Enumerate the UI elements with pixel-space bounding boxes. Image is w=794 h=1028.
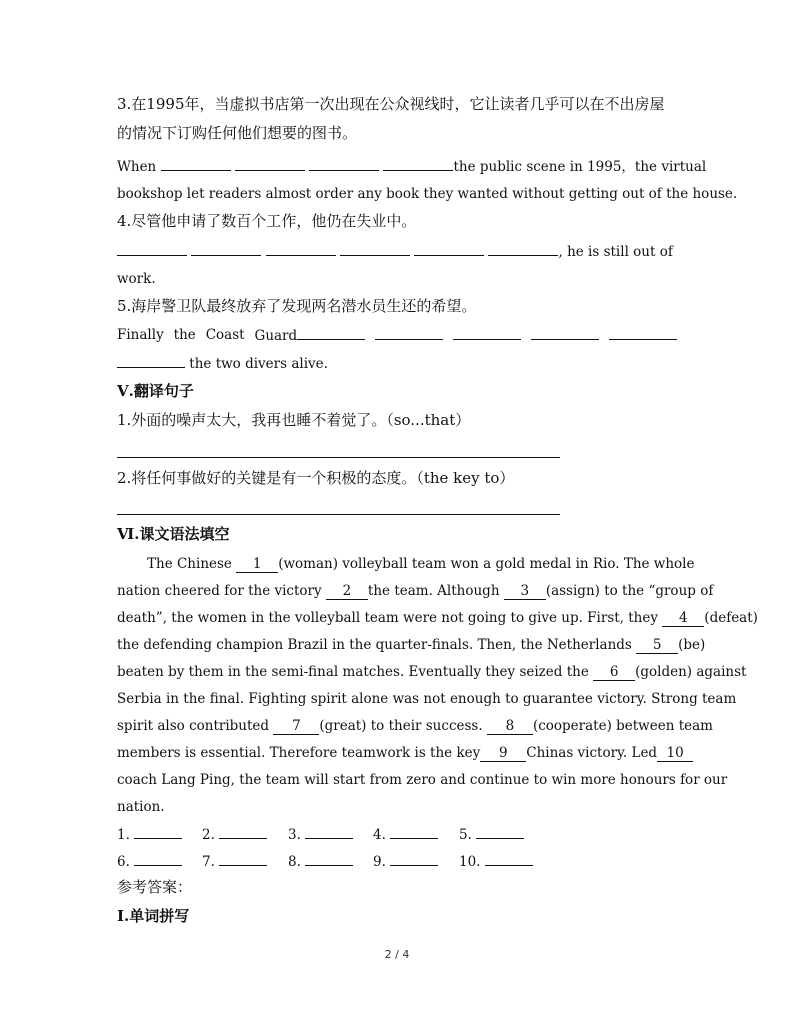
q5-blank-6[interactable] — [117, 353, 185, 368]
q3-chinese-line2: 的情况下订购任何他们想要的图书。 — [117, 124, 358, 142]
section5-q2-answer-line[interactable] — [117, 514, 560, 515]
reference-section1: Ⅰ.单词拼写 — [117, 907, 190, 925]
q3-en-start: When — [117, 159, 157, 175]
answer-item-8 — [288, 851, 353, 872]
q4-english-line1 — [117, 241, 677, 262]
answer-item-3 — [288, 824, 353, 845]
answer-label: 6. — [117, 854, 130, 870]
q3-blank-1[interactable] — [161, 156, 231, 171]
answer-label: 4. — [373, 827, 386, 843]
q5-blank-1[interactable] — [297, 325, 365, 340]
q3-blank-2[interactable] — [235, 156, 305, 171]
q5-word-2: the — [173, 327, 196, 343]
passage-text: beaten by them in the semi-final matches. Eventually they seized the — [117, 664, 594, 680]
q4-chinese: 4.尽管他申请了数百个工作，他仍在失业中。 — [117, 212, 417, 230]
q3-en-end: the public scene in 1995，the virtual — [453, 159, 707, 175]
q5-en-end: the two divers alive. — [189, 356, 328, 372]
passage-line-5 — [117, 662, 747, 682]
passage-blank-5[interactable]: 5 — [636, 637, 678, 654]
passage-blank-1[interactable]: 1 — [236, 556, 278, 573]
answer-blank-1[interactable] — [134, 824, 182, 839]
passage-blank-8[interactable]: 8 — [487, 718, 533, 735]
answer-item-6 — [117, 851, 182, 872]
passage-text: The Chinese — [147, 556, 237, 572]
answer-blank-9[interactable] — [390, 851, 438, 866]
q5-word-3: Coast — [205, 327, 245, 343]
answer-blank-4[interactable] — [390, 824, 438, 839]
q5-blank-4[interactable] — [531, 325, 599, 340]
section6-title: Ⅵ.课文语法填空 — [117, 525, 230, 543]
answer-label: 3. — [288, 827, 301, 843]
page-number: 2 / 4 — [384, 948, 410, 961]
answer-label: 5. — [459, 827, 472, 843]
answer-item-7 — [202, 851, 267, 872]
answer-label: 7. — [202, 854, 215, 870]
q3-chinese-line1: 3.在1995年，当虚拟书店第一次出现在公众视线时，它让读者几乎可以在不出房屋 — [117, 95, 665, 113]
answer-blank-7[interactable] — [219, 851, 267, 866]
passage-text: members is essential. Therefore teamwork is the key — [117, 745, 481, 761]
q4-blank-6[interactable] — [488, 241, 558, 256]
q3-blank-3[interactable] — [309, 156, 379, 171]
answer-blank-5[interactable] — [476, 824, 524, 839]
section5-q1: 1.外面的噪声太大，我再也睡不着觉了。（so...that） — [117, 411, 471, 429]
answer-item-4 — [373, 824, 438, 845]
answer-blank-10[interactable] — [485, 851, 533, 866]
answer-item-2 — [202, 824, 267, 845]
passage-blank-10[interactable]: 10 — [657, 745, 693, 762]
passage-text: the team. Although — [367, 583, 504, 599]
reference-title: 参考答案： — [117, 878, 193, 896]
q5-chinese: 5.海岸警卫队最终放弃了发现两名潜水员生还的希望。 — [117, 297, 477, 315]
passage-blank-2[interactable]: 2 — [326, 583, 368, 600]
q5-english-line1 — [117, 325, 677, 346]
passage-line-10: nation. — [117, 799, 165, 815]
answer-blank-8[interactable] — [305, 851, 353, 866]
section5-q1-answer-line[interactable] — [117, 457, 560, 458]
q3-english-line1 — [117, 156, 707, 177]
q4-english-line2: work. — [117, 271, 156, 287]
section5-title: Ⅴ.翻译句子 — [117, 382, 194, 400]
passage-text: death”, the women in the volleyball team were not going to give up. First, they — [117, 610, 663, 626]
passage-line-7 — [117, 716, 713, 736]
q5-english-line2 — [117, 353, 677, 374]
q4-en-end: , he is still out of — [558, 244, 673, 260]
q4-blank-1[interactable] — [117, 241, 187, 256]
q5-blank-5[interactable] — [609, 325, 677, 340]
passage-text: Chinas victory. Led — [526, 745, 658, 761]
passage-line-2 — [117, 581, 714, 601]
q3-english-line2: bookshop let readers almost order any book they wanted without getting out of the house. — [117, 186, 738, 202]
q4-blank-5[interactable] — [414, 241, 484, 256]
passage-blank-6[interactable]: 6 — [593, 664, 635, 681]
answer-item-9 — [373, 851, 438, 872]
passage-line-4 — [117, 635, 706, 655]
answer-blank-3[interactable] — [305, 824, 353, 839]
passage-blank-3[interactable]: 3 — [504, 583, 546, 600]
passage-blank-4[interactable]: 4 — [662, 610, 704, 627]
passage-line-6: Serbia in the final. Fighting spirit alone was not enough to guarantee victory. Strong team — [117, 691, 737, 707]
passage-text: spirit also contributed — [117, 718, 274, 734]
passage-text: (cooperate) between team — [532, 718, 713, 734]
passage-text: the defending champion Brazil in the quarter-finals. Then, the Netherlands — [117, 637, 637, 653]
passage-text: (be) — [678, 637, 706, 653]
answer-item-1 — [117, 824, 182, 845]
passage-text: nation cheered for the victory — [117, 583, 326, 599]
passage-blank-9[interactable]: 9 — [480, 745, 526, 762]
answer-item-5 — [459, 824, 524, 845]
passage-blank-7[interactable]: 7 — [273, 718, 319, 735]
q4-blank-3[interactable] — [266, 241, 336, 256]
passage-text: (defeat) — [704, 610, 758, 626]
passage-line-3 — [117, 608, 758, 628]
q4-blank-4[interactable] — [340, 241, 410, 256]
q3-blank-4[interactable] — [383, 156, 453, 171]
passage-line-8 — [117, 743, 684, 763]
answer-label: 1. — [117, 827, 130, 843]
q4-blank-2[interactable] — [191, 241, 261, 256]
q5-blank-3[interactable] — [453, 325, 521, 340]
section5-q2: 2.将任何事做好的关键是有一个积极的态度。（the key to） — [117, 469, 515, 487]
passage-line-9: coach Lang Ping, the team will start from zero and continue to win more honours for our — [117, 772, 728, 788]
answer-label: 8. — [288, 854, 301, 870]
passage-text: (assign) to the “group of — [545, 583, 714, 599]
passage-text: (woman) volleyball team won a gold medal in Rio. The whole — [278, 556, 695, 572]
answer-label: 10. — [459, 854, 481, 870]
answer-label: 9. — [373, 854, 386, 870]
answer-blank-6[interactable] — [134, 851, 182, 866]
q5-word-4: Guard — [254, 328, 298, 344]
answer-label: 2. — [202, 827, 215, 843]
passage-text: (great) to their success. — [319, 718, 487, 734]
passage-line-1 — [147, 554, 695, 574]
q5-blank-2[interactable] — [375, 325, 443, 340]
answer-blank-2[interactable] — [219, 824, 267, 839]
answer-item-10 — [459, 851, 533, 872]
passage-text: (golden) against — [635, 664, 747, 680]
q5-word-1: Finally — [117, 327, 164, 343]
